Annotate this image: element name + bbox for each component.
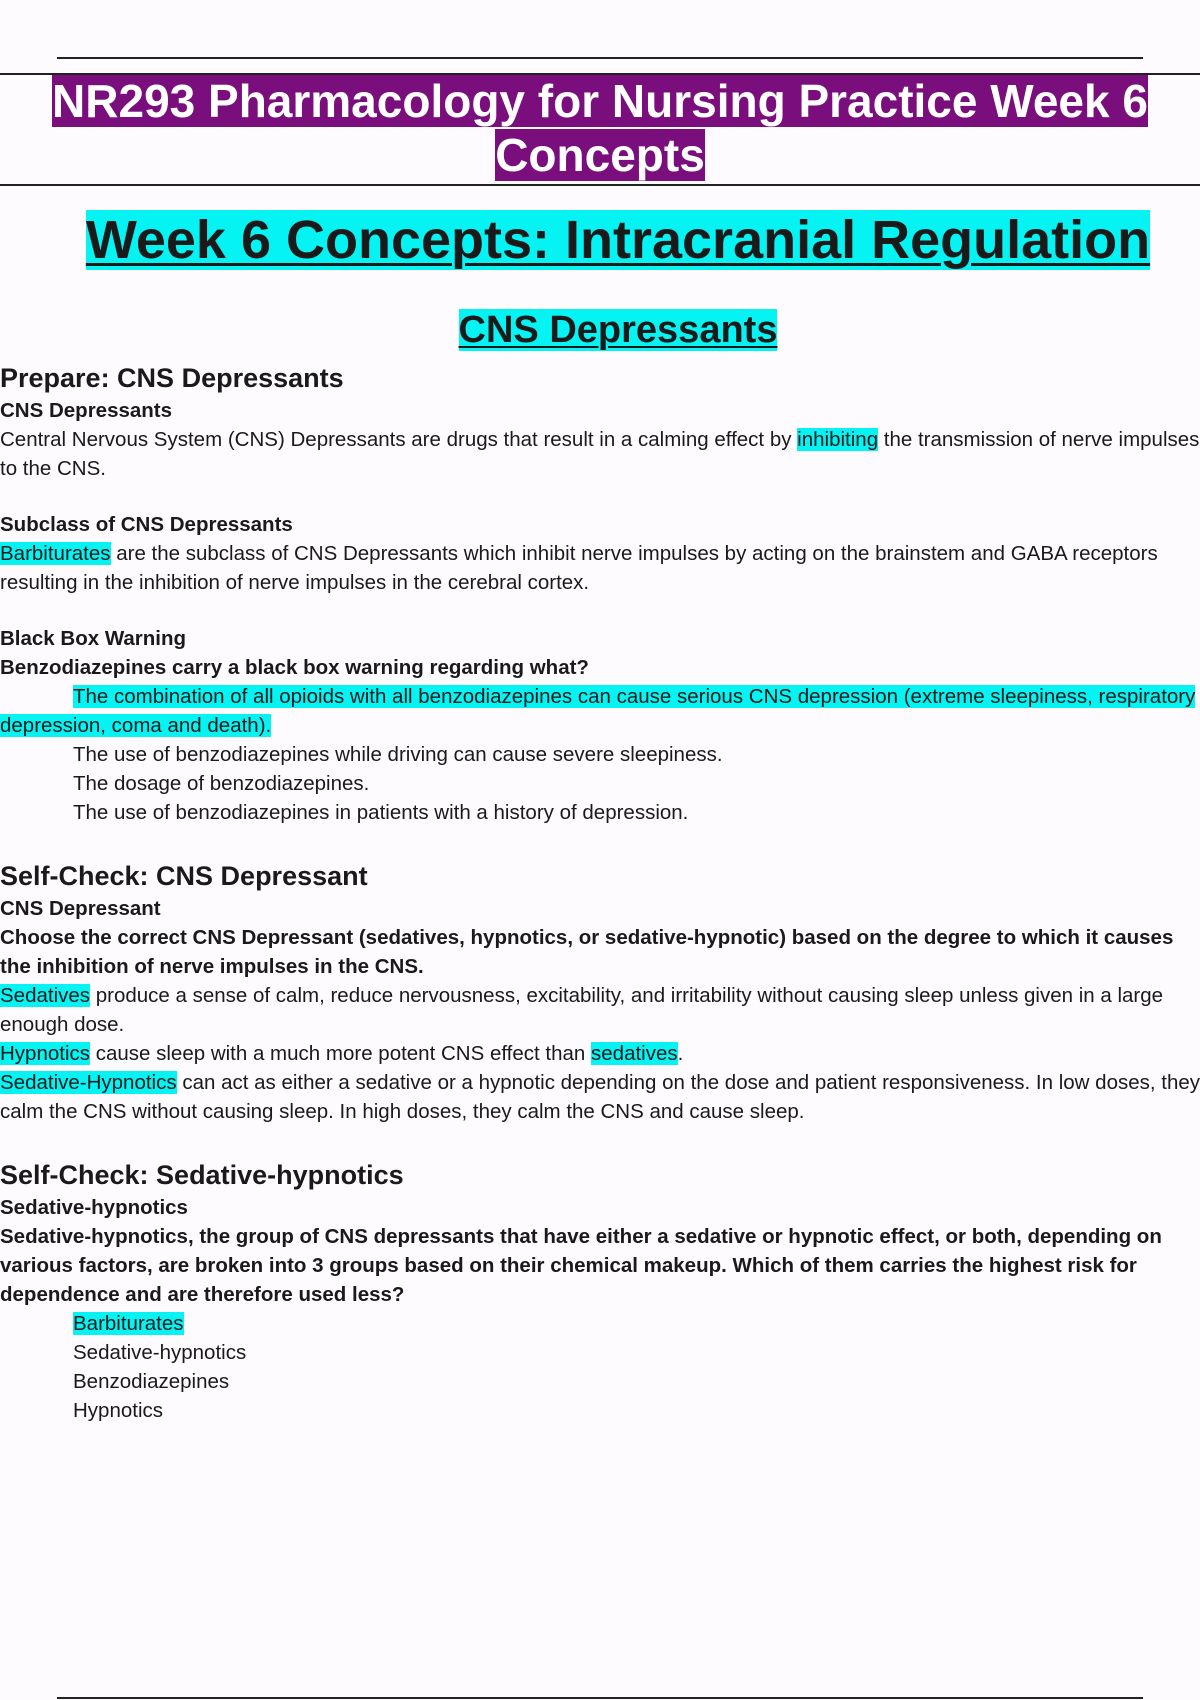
question-black-box: Benzodiazepines carry a black box warning regarding what? bbox=[0, 656, 589, 679]
question-cns-depressant: Choose the correct CNS Depressant (sedatives, hypnotics, or sedative-hypnotic) based on the degree to which it causes the inhibition of nerve impulses in the CNS. bbox=[0, 926, 1174, 978]
answer-option: The dosage of benzodiazepines. bbox=[73, 772, 370, 795]
answer-option: Sedative-hypnotics bbox=[73, 1341, 247, 1364]
document-body bbox=[0, 360, 1200, 1425]
question-sedative-hypnotics: Sedative-hypnotics, the group of CNS depressants that have either a sedative or hypnotic effect, or both, depending on various factors, are broken into 3 groups based on their chemical makeup. Which of them carries the highest risk for dependence and are therefore used less? bbox=[0, 1225, 1162, 1306]
answer-correct-black-box: The combination of all opioids with all benzodiazepines can cause serious CNS depression (extreme sleepiness, respiratory depression, coma and death). bbox=[0, 685, 1196, 737]
title-line-1: NR293 Pharmacology for Nursing Practice Week 6 bbox=[52, 75, 1148, 127]
title-line-2: Concepts bbox=[495, 129, 705, 181]
document-title bbox=[0, 74, 1200, 182]
answer-option: The use of benzodiazepines in patients with a history of depression. bbox=[73, 801, 689, 824]
paragraph-sedative-hypnotics: Sedative-Hypnotics can act as either a sedative or a hypnotic depending on the dose and patient responsiveness. In low doses, they calm the CNS without causing sleep. In high doses, they calm the CNS and cause sleep. bbox=[0, 1071, 1200, 1123]
section-heading-self-check-sedative: Self-Check: Sedative-hypnotics bbox=[0, 1160, 404, 1190]
section-heading-self-check-depressant: Self-Check: CNS Depressant bbox=[0, 861, 368, 891]
answer-option: Hypnotics bbox=[73, 1399, 164, 1422]
subheading-cns-depressants: CNS Depressants bbox=[0, 399, 173, 422]
paragraph-cns-depressants: Central Nervous System (CNS) Depressants are drugs that result in a calming effect by inhibiting the transmission of nerve impulses to the CNS. bbox=[0, 428, 1200, 480]
paragraph-subclass: Barbiturates are the subclass of CNS Depressants which inhibit nerve impulses by acting on the brainstem and GABA receptors resulting in the inhibition of nerve impulses in the cerebral cortex. bbox=[0, 542, 1158, 594]
answer-correct-sedative: Barbiturates bbox=[73, 1312, 184, 1335]
answer-option: The use of benzodiazepines while driving can cause severe sleepiness. bbox=[73, 743, 723, 766]
subheading-sedative-hypnotics: Sedative-hypnotics bbox=[0, 1196, 188, 1219]
highlight-inhibiting: inhibiting bbox=[797, 428, 879, 451]
subheading-black-box: Black Box Warning bbox=[0, 627, 187, 650]
subheading-subclass: Subclass of CNS Depressants bbox=[0, 513, 293, 536]
answer-option: Benzodiazepines bbox=[73, 1370, 230, 1393]
title-bottom-rule bbox=[0, 184, 1200, 186]
bottom-rule bbox=[57, 1697, 1143, 1699]
top-rule bbox=[57, 57, 1143, 59]
topic-heading: CNS Depressants bbox=[458, 309, 778, 351]
week-heading: Week 6 Concepts: Intracranial Regulation bbox=[85, 210, 1151, 270]
highlight-barbiturates: Barbiturates bbox=[0, 542, 111, 565]
section-heading-prepare: Prepare: CNS Depressants bbox=[0, 363, 344, 393]
subheading-cns-depressant: CNS Depressant bbox=[0, 897, 161, 920]
paragraph-hypnotics: Hypnotics cause sleep with a much more potent CNS effect than sedatives. bbox=[0, 1042, 684, 1065]
paragraph-sedatives: Sedatives produce a sense of calm, reduce nervousness, excitability, and irritability without causing sleep unless given in a large enough dose. bbox=[0, 984, 1164, 1036]
